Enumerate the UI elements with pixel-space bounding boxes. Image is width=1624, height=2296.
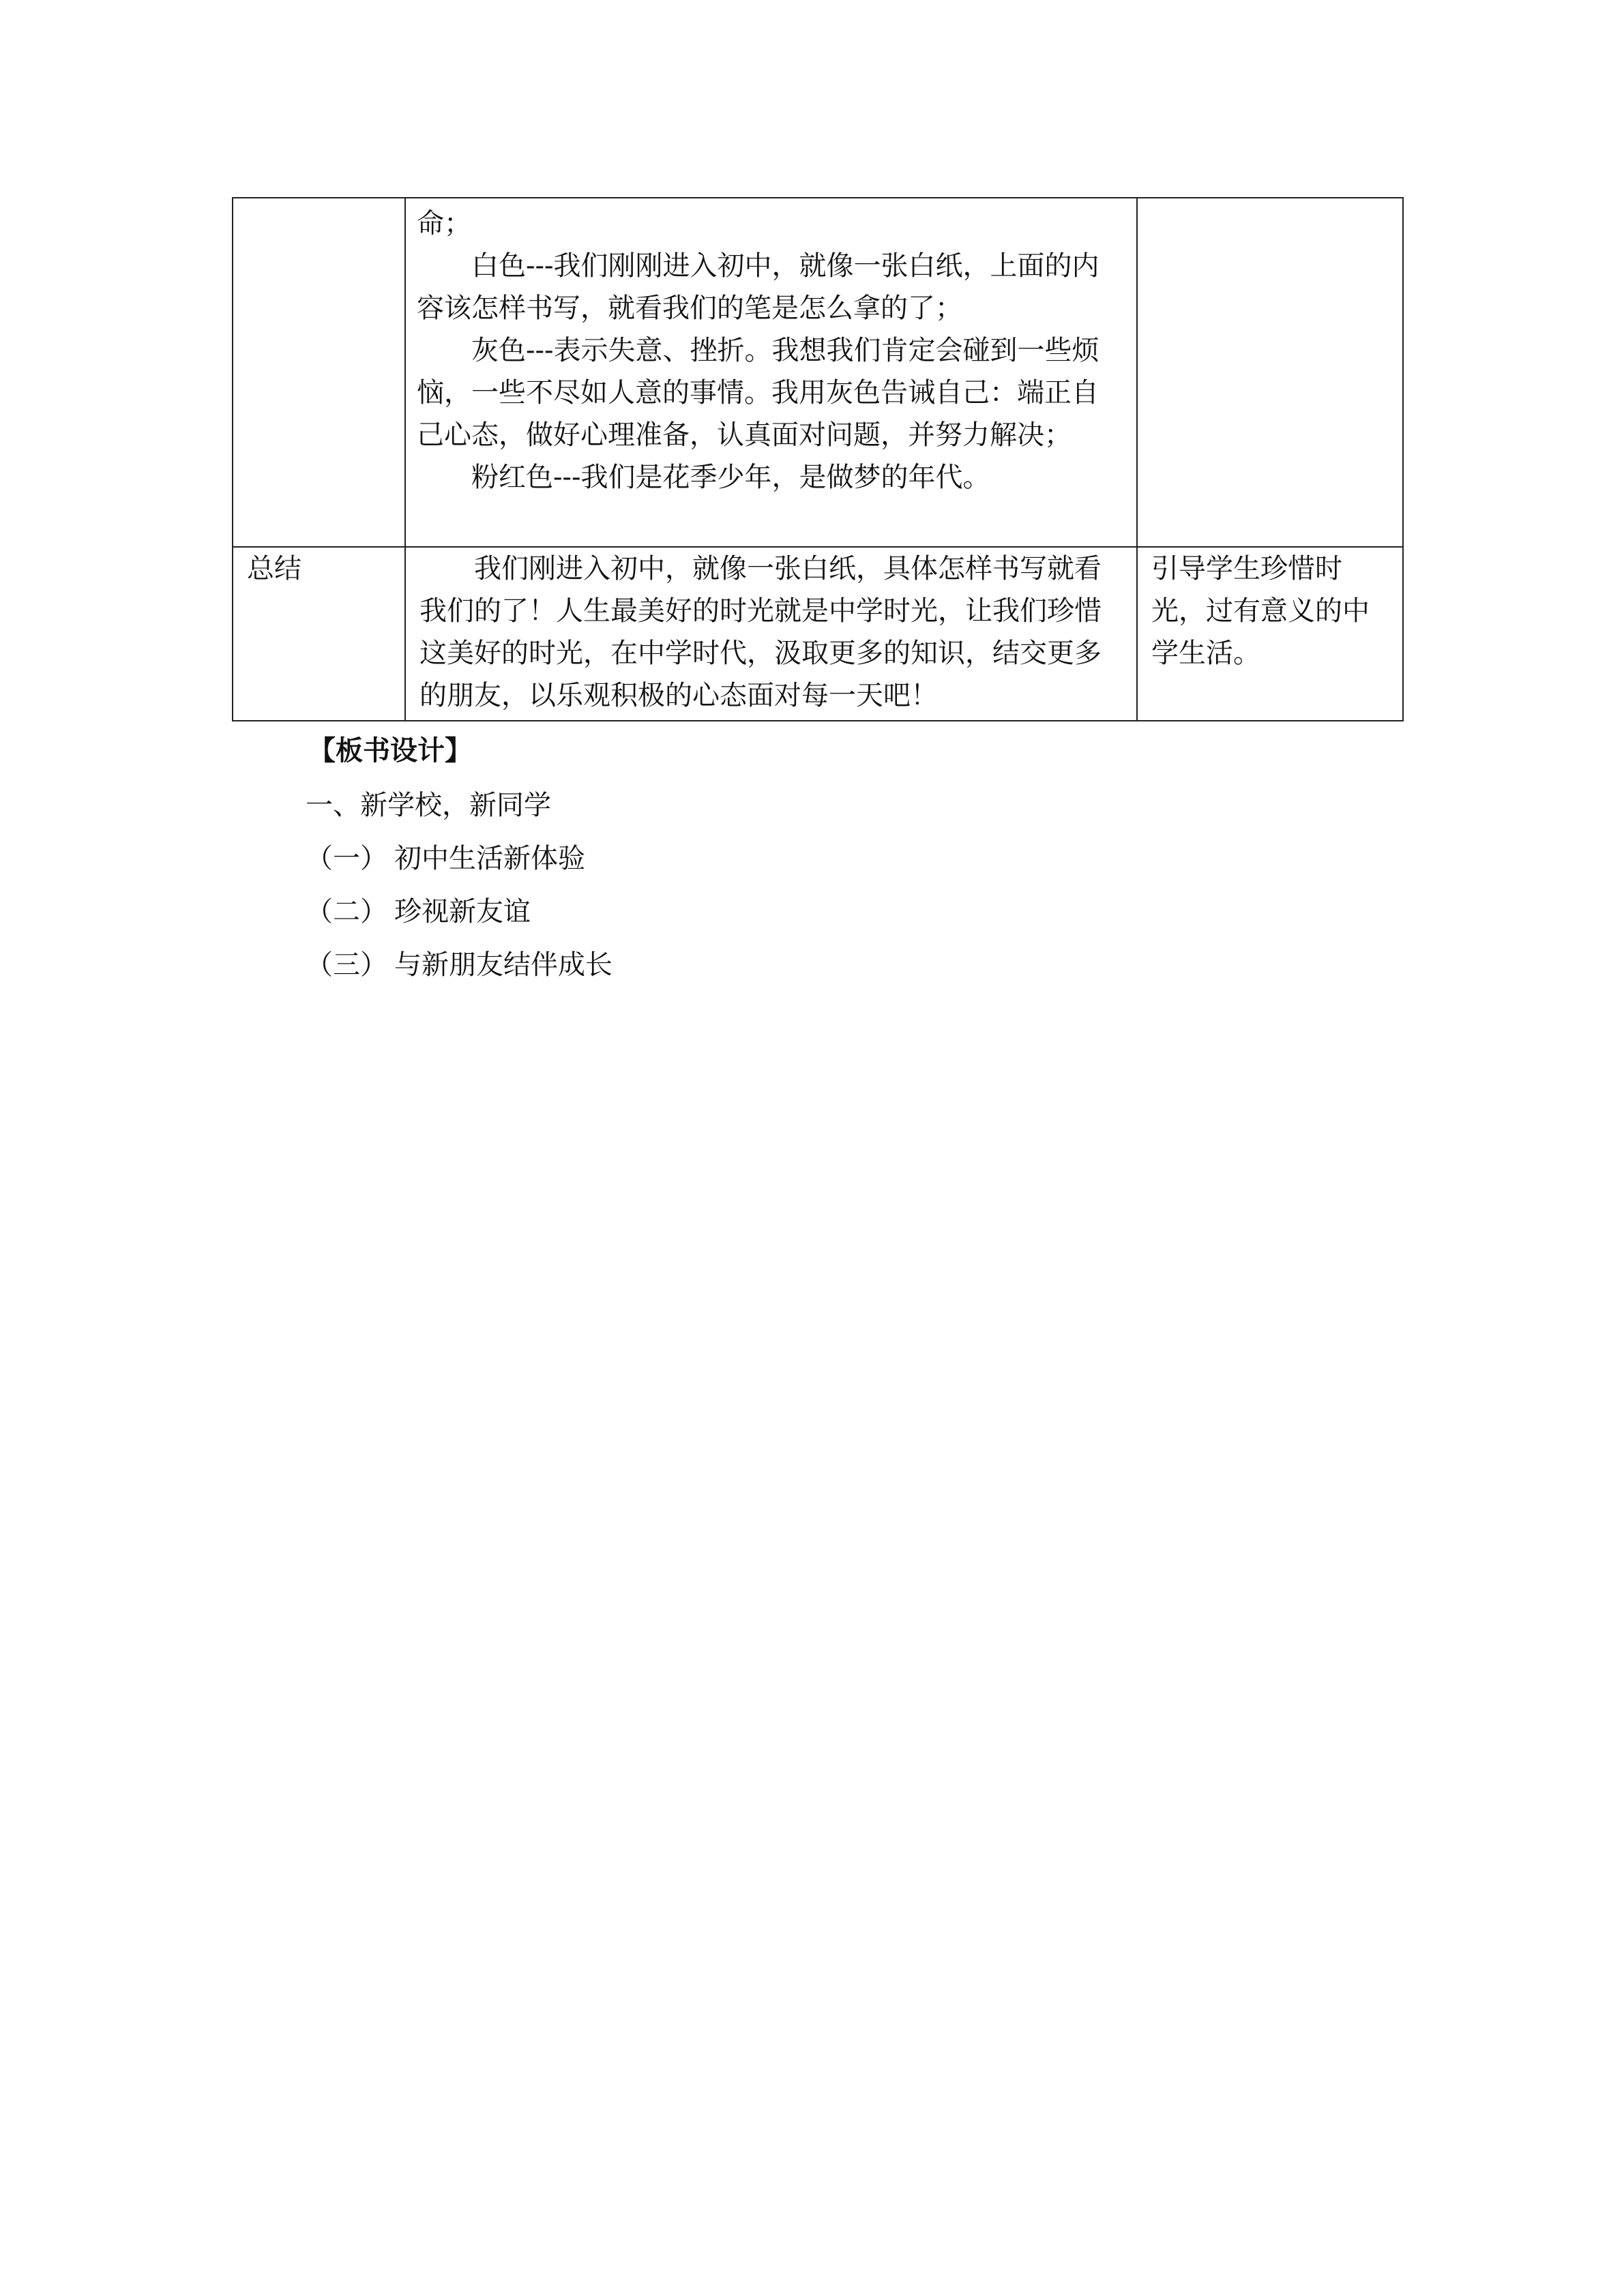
board-design-title: 【板书设计】: [308, 734, 472, 766]
outline-item-2: [306, 891, 612, 944]
table-row-summary: [233, 547, 1403, 721]
outline-heading: 一、新学校，新同学: [306, 790, 551, 821]
outline-item-text: 初中生活新体验: [394, 843, 585, 874]
content-paragraph-gray: 灰色---表示失意、挫折。我想我们肯定会碰到一些烦恼，一些不尽如人意的事情。我用灰色告诫自己：端正自己心态，做好心理准备，认真面对问题，并努力解决；: [417, 335, 1099, 451]
cell-intent-summary: 引导学生珍惜时光，过有意义的中学生活。: [1137, 547, 1403, 721]
cell-stage-summary: 总结: [233, 547, 405, 721]
outline-item-1: [306, 837, 612, 891]
cell-stage: [233, 198, 405, 547]
outline-item-text: 与新朋友结伴成长: [394, 949, 612, 981]
cell-content-summary: [405, 547, 1137, 721]
content-paragraph-white: 白色---我们刚刚进入初中，就像一张白纸，上面的内容该怎样书写，就看我们的笔是怎么拿的了；: [417, 250, 1099, 324]
board-design-outline: [306, 784, 612, 997]
outline-item-number: （三）: [306, 949, 387, 981]
outline-item-text: 珍视新友谊: [394, 896, 531, 927]
cell-content: [405, 198, 1137, 547]
content-paragraph-pink: 粉红色---我们是花季少年，是做梦的年代。: [471, 462, 990, 493]
outline-item-number: （一）: [306, 843, 387, 874]
content-paragraph-fragment: 命；: [417, 208, 471, 239]
summary-paragraph: 我们刚进入初中，就像一张白纸，具体怎样书写就看我们的了！人生最美好的时光就是中学时光，让我们珍惜这美好的时光，在中学时代，汲取更多的知识，结交更多的朋友，以乐观积极的心态面对每一天吧！: [419, 553, 1102, 711]
cell-intent: [1137, 198, 1403, 547]
outline-item-number: （二）: [306, 896, 387, 927]
outline-item-3: [306, 944, 612, 997]
lesson-plan-table: [232, 197, 1404, 721]
table-row-continuation: [233, 198, 1403, 547]
